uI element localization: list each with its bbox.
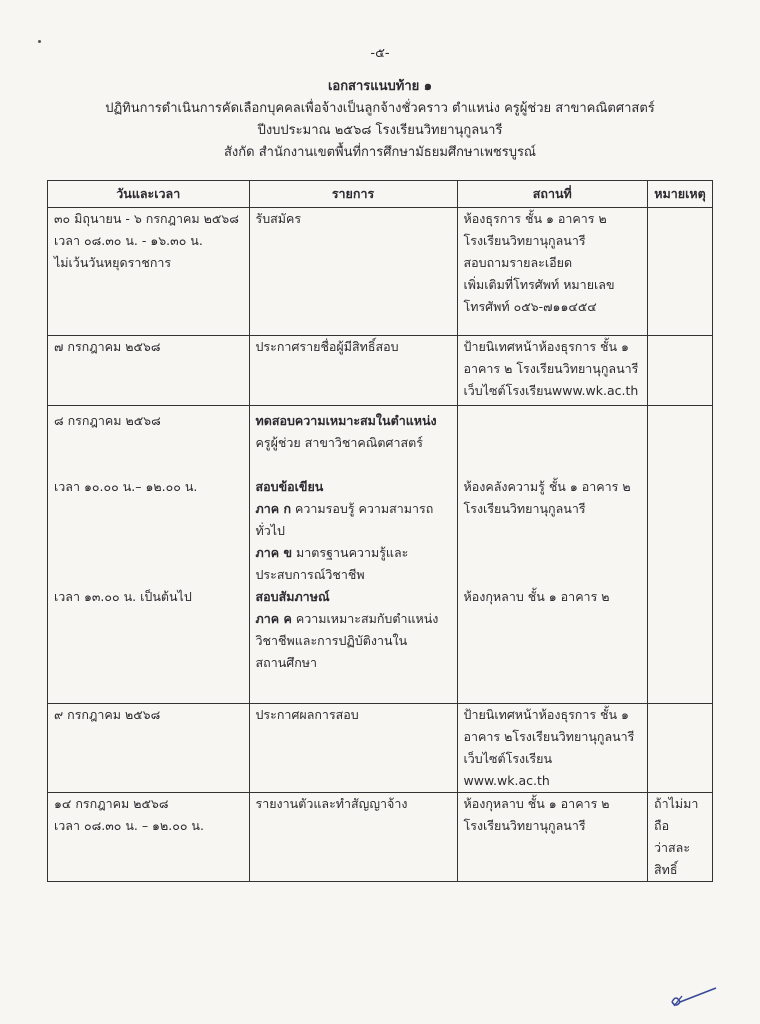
cell-item xyxy=(249,406,457,704)
text-line: ประกาศผลการสอบ xyxy=(255,707,359,722)
text-line: โรงเรียนวิทยานุกูลนารี xyxy=(463,233,586,248)
text-line: เว็บไซต์โรงเรียน www.wk.ac.th xyxy=(463,751,553,788)
text-line: สอบข้อเขียน xyxy=(255,479,324,494)
text-line: ไม่เว้นวันหยุดราชการ xyxy=(54,255,172,270)
cell-item xyxy=(249,793,457,882)
col-header-note: หมายเหตุ xyxy=(648,181,713,208)
text-line xyxy=(256,608,451,630)
header-line-2: ปีงบประมาณ ๒๕๖๘ โรงเรียนวิทยานุกูลนารี xyxy=(257,123,503,138)
text-line: ห้องธุรการ ชั้น ๑ อาคาร ๒ xyxy=(463,211,607,226)
text-line: ๑๔ กรกฎาคม ๒๕๖๘ xyxy=(54,796,169,811)
cell-place xyxy=(457,336,648,406)
text-line: รับสมัคร xyxy=(255,211,302,226)
text-line: อาคาร ๒ โรงเรียนวิทยานุกูลนารี xyxy=(463,361,639,376)
cell-place xyxy=(457,406,648,704)
page-number: -๕- xyxy=(370,46,390,61)
cell-note xyxy=(648,793,713,882)
signature-mark xyxy=(660,984,720,1014)
text-line: ครูผู้ช่วย สาขาวิชาคณิตศาสตร์ xyxy=(255,435,423,450)
text-line: ถ้าไม่มาถือ xyxy=(654,796,699,833)
text-line: เพิ่มเติมที่โทรศัพท์ หมายเลข xyxy=(463,277,615,292)
cell-note xyxy=(648,336,713,406)
col-header-date: วันและเวลา xyxy=(48,181,250,208)
table-header-row xyxy=(48,181,713,208)
text-line: เวลา ๑๓.๐๐ น. เป็นต้นไป xyxy=(54,589,192,604)
text-line: ห้องกุหลาบ ชั้น ๑ อาคาร ๒ xyxy=(463,796,610,811)
table-row xyxy=(48,704,713,793)
text-line: ประสบการณ์วิชาชีพ xyxy=(255,567,365,582)
text-line: ป้ายนิเทศหน้าห้องธุรการ ชั้น ๑ xyxy=(463,339,629,354)
cell-item xyxy=(249,208,457,336)
cell-place xyxy=(457,704,648,793)
part-text: ความเหมาะสมกับตำแหน่ง xyxy=(295,611,439,626)
text-line: รายงานตัวและทำสัญญาจ้าง xyxy=(255,796,408,811)
part-text: มาตรฐานความรู้และ xyxy=(296,545,409,560)
table-row xyxy=(48,406,713,704)
text-line: ๙ กรกฎาคม ๒๕๖๘ xyxy=(54,707,161,722)
text-line: วิชาชีพและการปฏิบัติงานใน xyxy=(255,633,408,648)
text-line: เวลา ๐๘.๓๐ น. - ๑๖.๓๐ น. xyxy=(54,233,203,248)
text-line: ๘ กรกฎาคม ๒๕๖๘ xyxy=(54,413,161,428)
text-line: สอบสัมภาษณ์ xyxy=(255,589,330,604)
table-row xyxy=(48,208,713,336)
text-line xyxy=(256,542,451,564)
text-line: ห้องกุหลาบ ชั้น ๑ อาคาร ๒ xyxy=(463,589,610,604)
text-line: ทดสอบความเหมาะสมในตำแหน่ง xyxy=(255,413,437,428)
text-line: สถานศึกษา xyxy=(255,655,318,670)
header-line-1: ปฏิทินการดำเนินการคัดเลือกบุคคลเพื่อจ้างเป็นลูกจ้างชั่วคราว ตำแหน่ง ครูผู้ช่วย สาขาคณิตศาสตร์ xyxy=(105,101,655,116)
table-row xyxy=(48,793,713,882)
cell-date xyxy=(48,793,250,882)
cell-place xyxy=(457,793,648,882)
cell-date xyxy=(48,208,250,336)
col-header-item: รายการ xyxy=(249,181,457,208)
schedule-table xyxy=(47,180,713,882)
part-label: ภาค ค xyxy=(255,611,292,626)
header-line-3: สังกัด สำนักงานเขตพื้นที่การศึกษามัธยมศึกษาเพชรบูรณ์ xyxy=(224,145,536,160)
part-label: ภาค ก xyxy=(255,501,292,516)
text-line: ๓๐ มิถุนายน - ๖ กรกฎาคม ๒๕๖๘ xyxy=(54,211,239,226)
cell-date xyxy=(48,336,250,406)
cell-note xyxy=(648,406,713,704)
cell-item xyxy=(249,704,457,793)
cell-item xyxy=(249,336,457,406)
text-line: ห้องคลังความรู้ ชั้น ๑ อาคาร ๒ xyxy=(463,479,631,494)
table-row xyxy=(48,336,713,406)
text-line: เว็บไซต์โรงเรียนwww.wk.ac.th xyxy=(463,383,639,398)
text-line: เวลา ๑๐.๐๐ น.– ๑๒.๐๐ น. xyxy=(54,479,198,494)
col-header-place: สถานที่ xyxy=(457,181,648,208)
text-line: อาคาร ๒โรงเรียนวิทยานุกูลนารี xyxy=(463,729,635,744)
part-label: ภาค ข xyxy=(255,545,293,560)
text-line: ว่าสละ xyxy=(654,840,691,855)
text-line: สิทธิ์ xyxy=(654,862,678,877)
text-line: โรงเรียนวิทยานุกูลนารี xyxy=(463,818,586,833)
document-title: เอกสารแนบท้าย ๑ xyxy=(327,79,433,94)
cell-date xyxy=(48,406,250,704)
document-header xyxy=(0,76,760,164)
part-text: ความรอบรู้ ความสามารถ xyxy=(295,501,434,516)
text-line: ทั่วไป xyxy=(255,523,285,538)
text-line: โทรศัพท์ ๐๕๖-๗๑๑๔๕๔ xyxy=(463,299,597,314)
text-line: เวลา ๐๘.๓๐ น. – ๑๒.๐๐ น. xyxy=(54,818,204,833)
cell-note xyxy=(648,704,713,793)
text-line: ป้ายนิเทศหน้าห้องธุรการ ชั้น ๑ xyxy=(463,707,629,722)
text-line: โรงเรียนวิทยานุกูลนารี xyxy=(463,501,586,516)
text-line: ประกาศรายชื่อผู้มีสิทธิ์สอบ xyxy=(255,339,399,354)
text-line: สอบถามรายละเอียด xyxy=(463,255,573,270)
cell-place xyxy=(457,208,648,336)
text-line: ๗ กรกฎาคม ๒๕๖๘ xyxy=(54,339,161,354)
text-line xyxy=(256,498,451,520)
cell-note xyxy=(648,208,713,336)
cell-date xyxy=(48,704,250,793)
